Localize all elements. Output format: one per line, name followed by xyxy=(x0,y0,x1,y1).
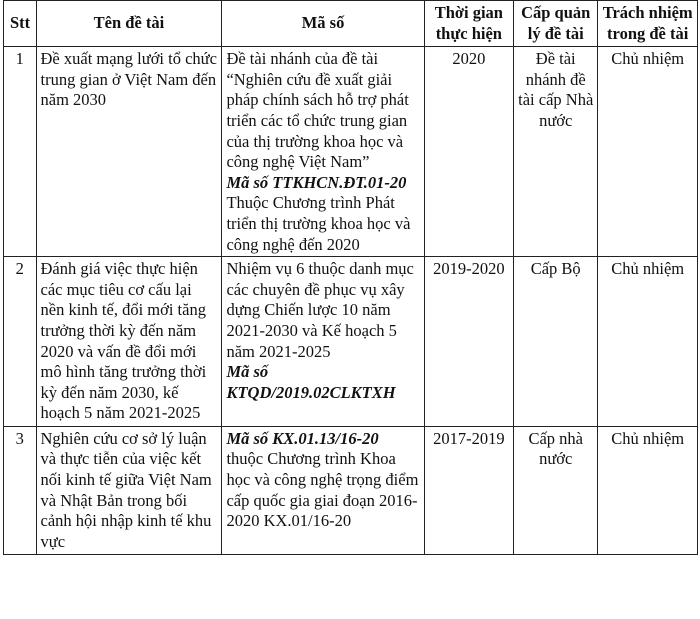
row-code-cell xyxy=(222,426,424,555)
row-title: Đánh giá việc thực hiện các mục tiêu cơ cấu lại nền kinh tế, đổi mới tăng trưởng thời kỳ đến năm 2020 và vấn đề đổi mới mô hình tăng trưởng thời kỳ đến năm 2030, kế hoạch 5 năm 2021-2025 xyxy=(36,257,222,427)
table-row xyxy=(4,257,698,427)
row-title: Nghiên cứu cơ sở lý luận và thực tiễn của việc kết nối kinh tế giữa Việt Nam và Nhật Bản trong bối cảnh hội nhập kinh tế khu vực xyxy=(36,426,222,555)
header-row xyxy=(4,1,698,47)
row-description: Nhiệm vụ 6 thuộc danh mục các chuyên đề phục vụ xây dựng Chiến lược 10 năm 2021-2030 và Kế hoạch 5 năm 2021-2025 xyxy=(226,259,414,361)
table-row xyxy=(4,426,698,555)
row-code-cell xyxy=(222,257,424,427)
header-stt: Stt xyxy=(4,1,37,47)
row-role: Chủ nhiệm xyxy=(598,47,698,257)
header-level: Cấp quản lý đề tài xyxy=(514,1,598,47)
row-code: Mã số KX.01.13/16-20 xyxy=(226,428,379,448)
header-code: Mã số xyxy=(222,1,424,47)
row-code-cell xyxy=(222,47,424,257)
row-stt: 3 xyxy=(4,426,37,555)
row-program: Thuộc Chương trình Phát triển thị trường khoa học và công nghệ đến 2020 xyxy=(226,193,411,254)
row-description: Đề tài nhánh của đề tài “Nghiên cứu đề xuất giải pháp chính sách hỗ trợ phát triển các tổ chức trung gian của thị trường khoa học và công nghệ Việt Nam” xyxy=(226,49,409,172)
row-stt: 1 xyxy=(4,47,37,257)
row-time: 2019-2020 xyxy=(424,257,513,427)
row-title: Đề xuất mạng lưới tổ chức trung gian ở Việt Nam đến năm 2030 xyxy=(36,47,222,257)
row-code: Mã số KTQD/2019.02CLKTXH xyxy=(226,362,396,402)
row-level: Cấp Bộ xyxy=(514,257,598,427)
header-role: Trách nhiệm trong đề tài xyxy=(598,1,698,47)
row-stt: 2 xyxy=(4,257,37,427)
research-projects-table xyxy=(3,0,698,555)
row-level: Cấp nhà nước xyxy=(514,426,598,555)
row-code: Mã số TTKHCN.ĐT.01-20 xyxy=(226,172,407,192)
row-role: Chủ nhiệm xyxy=(598,426,698,555)
row-time: 2017-2019 xyxy=(424,426,513,555)
header-title: Tên đề tài xyxy=(36,1,222,47)
row-level: Đề tài nhánh đề tài cấp Nhà nước xyxy=(514,47,598,257)
row-time: 2020 xyxy=(424,47,513,257)
table-row xyxy=(4,47,698,257)
header-time: Thời gian thực hiện xyxy=(424,1,513,47)
row-role: Chủ nhiệm xyxy=(598,257,698,427)
row-program: thuộc Chương trình Khoa học và công nghệ trọng điểm cấp quốc gia giai đoạn 2016-2020 KX.01/16-20 xyxy=(226,449,419,531)
